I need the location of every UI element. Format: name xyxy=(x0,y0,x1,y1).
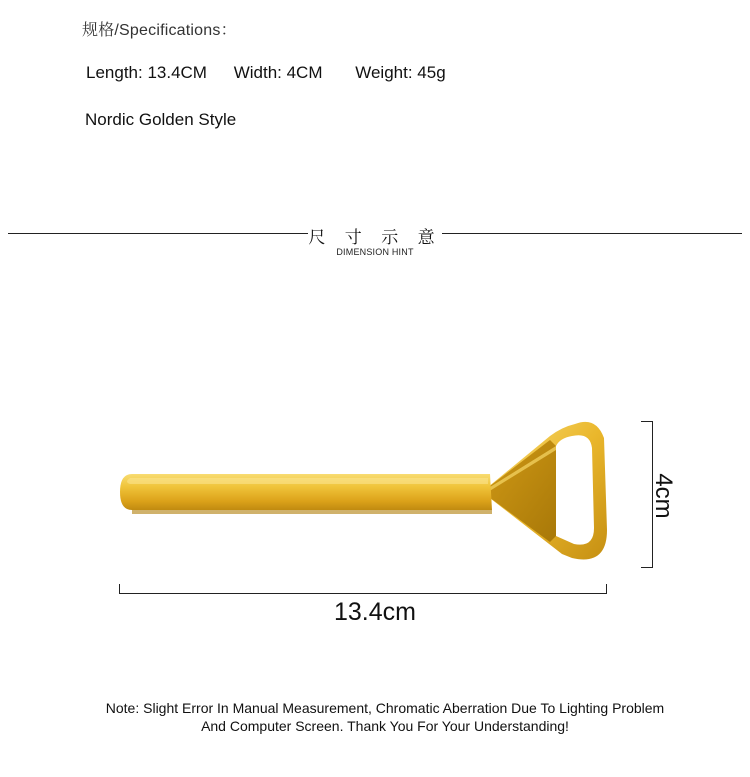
length-label: 13.4cm xyxy=(334,598,416,626)
note-line-2: And Computer Screen. Thank You For Your Understanding! xyxy=(201,718,569,734)
spec-title: 规格/Specifications： xyxy=(82,22,237,39)
spec-row xyxy=(86,63,446,83)
bottle-opener-image xyxy=(110,410,630,580)
spec-weight: Weight: 45g xyxy=(355,63,446,82)
divider-left xyxy=(8,233,308,234)
opener-head xyxy=(482,422,607,560)
spec-width: Width: 4CM xyxy=(233,63,323,82)
opener-handle xyxy=(120,474,492,514)
divider-right xyxy=(442,233,742,234)
width-label: 4cm xyxy=(650,473,677,519)
section-title-zh: 尺 寸 示 意 xyxy=(308,228,442,248)
section-title-en: DIMENSION HINT xyxy=(336,247,414,257)
length-bracket xyxy=(119,584,607,594)
disclaimer-note xyxy=(40,699,730,735)
note-line-1: Note: Slight Error In Manual Measurement, Chromatic Aberration Due To Lighting Problem xyxy=(105,700,665,716)
spec-style: Nordic Golden Style xyxy=(85,110,237,129)
spec-length: Length: 13.4CM xyxy=(86,63,207,82)
